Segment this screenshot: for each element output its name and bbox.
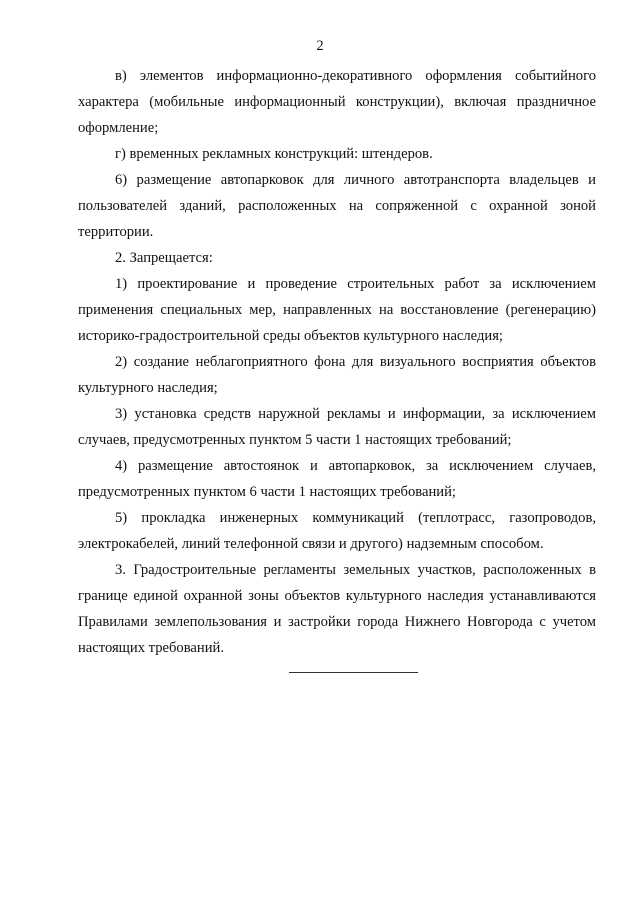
- paragraph-3-urban-regulations: 3. Градостроительные регламенты земельных участков, расположенных в границе единой охранной зоны объектов культурного наследия устанавливаются Правилами землепользования и застройки города Нижнего Новгорода с учетом настоящих требований.: [78, 562, 596, 656]
- paragraph-prohibited-2-background: 2) создание неблагоприятного фона для визуального восприятия объектов культурного наследия;: [78, 354, 596, 396]
- paragraph-2-prohibited-heading: 2. Запрещается:: [115, 250, 213, 266]
- document-body: [78, 63, 596, 661]
- paragraph-prohibited-4-parking: 4) размещение автостоянок и автопарковок, за исключением случаев, предусмотренных пунктом 6 части 1 настоящих требований;: [78, 458, 596, 500]
- paragraph-prohibited-3-advertising: 3) установка средств наружной рекламы и информации, за исключением случаев, предусмотренных пунктом 5 части 1 настоящих требований;: [78, 406, 596, 448]
- paragraph-g-temporary-ads: г) временных рекламных конструкций: штендеров.: [115, 146, 433, 162]
- paragraph-prohibited-5-utilities: 5) прокладка инженерных коммуникаций (теплотрасс, газопроводов, электрокабелей, линий телефонной связи и другого) надземным способом.: [78, 510, 596, 552]
- end-divider-line: [289, 672, 418, 673]
- paragraph-6-parking: 6) размещение автопарковок для личного автотранспорта владельцев и пользователей зданий, расположенных на сопряженной с охранной зоной территории.: [78, 172, 596, 240]
- paragraph-v-decorative-design: в) элементов информационно-декоративного оформления событийного характера (мобильные информационный конструкции), включая праздничное оформление;: [78, 68, 596, 136]
- page-number: 2: [316, 38, 324, 54]
- paragraph-prohibited-1-construction: 1) проектирование и проведение строительных работ за исключением применения специальных мер, направленных на восстановление (регенерацию) историко-градостроительной среды объектов культурного наследия;: [78, 276, 596, 344]
